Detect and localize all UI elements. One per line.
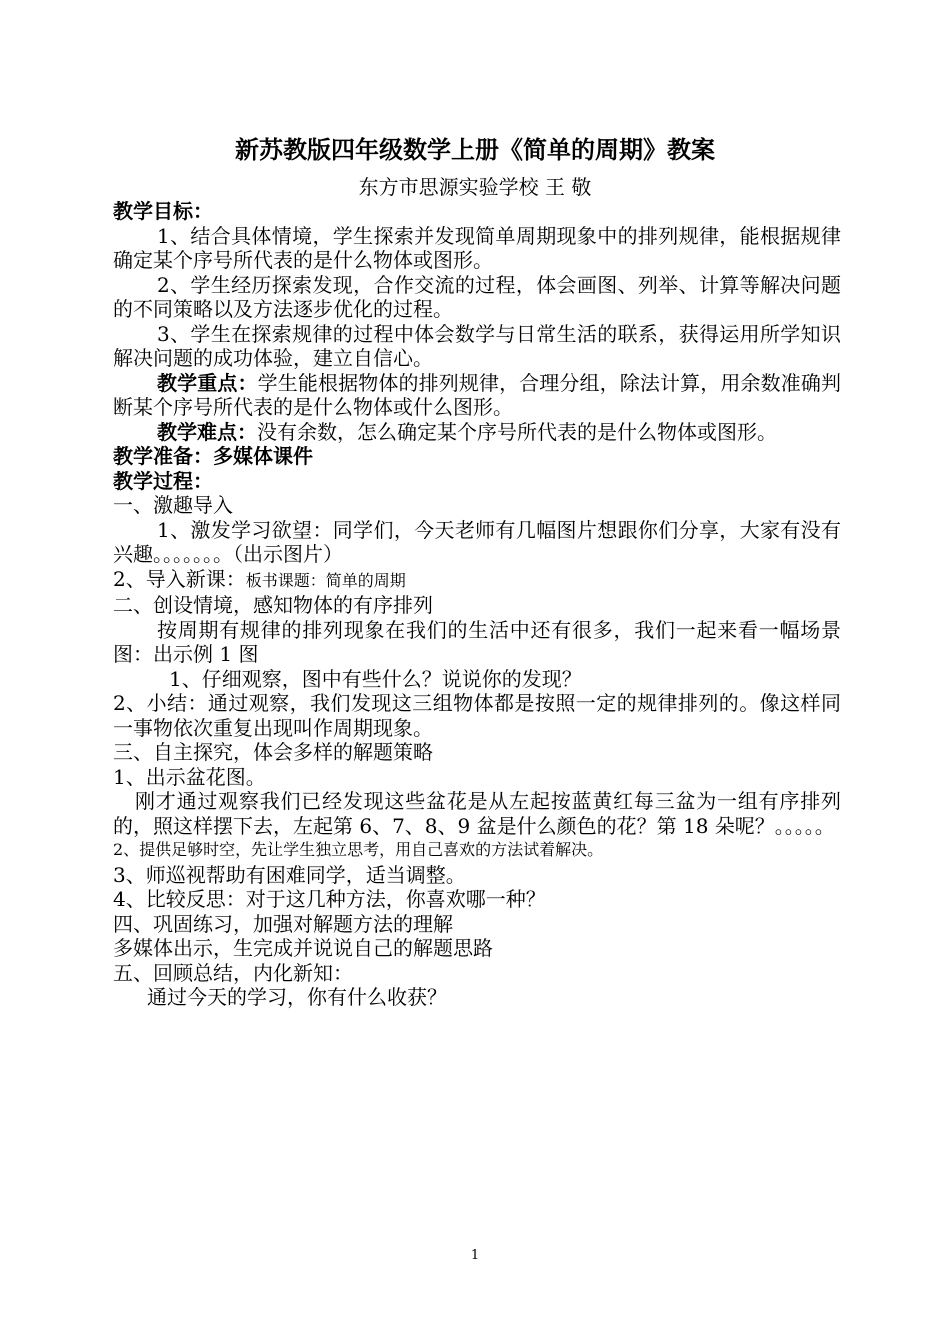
process-heading: 教学过程：	[113, 468, 213, 493]
goal-3: 3、学生在探索规律的过程中体会数学与日常生活的联系，获得运用所学知识解决问题的成功体验，建立自信心。	[113, 321, 841, 370]
difficulty-label: 教学难点：	[157, 419, 257, 444]
difficulty-text: 没有余数，怎么确定某个序号所代表的是什么物体或图形。	[257, 419, 777, 444]
section-1-item-2	[113, 567, 841, 594]
document-body	[113, 199, 841, 1010]
author-line: 东方市思源实验学校 王 敬	[358, 175, 592, 199]
section-3-paragraph: 刚才通过观察我们已经发现这些盆花是从左起按蓝黄红每三盆为一组有序排列的，照这样摆下去，左起第 6、7、8、9 盆是什么颜色的花？第 18 朵呢？。。。。。	[113, 789, 841, 838]
key-point-text: 学生能根据物体的排列规律，合理分组，除法计算，用余数准确判断某个序号所代表的是什么物体或什么图形。	[113, 370, 842, 419]
section-5-heading: 五、回顾总结，内化新知：	[113, 960, 353, 985]
goals-heading: 教学目标：	[113, 199, 213, 223]
section-1-item-1: 1、激发学习欲望：同学们，今天老师有几幅图片想跟你们分享，大家有没有兴趣。。。。。。。（出示图片）	[113, 517, 841, 566]
key-point-label: 教学重点：	[157, 370, 258, 395]
section-3-heading: 三、自主探究，体会多样的解题策略	[113, 740, 433, 764]
teaching-prep: 教学准备：多媒体课件	[113, 444, 313, 468]
section-5-text: 通过今天的学习，你有什么收获？	[147, 985, 447, 1009]
goal-1: 1、结合具体情境，学生探索并发现简单周期现象中的排列规律，能根据规律确定某个序号所代表的是什么物体或图形。	[113, 223, 841, 272]
document-title: 新苏教版四年级数学上册《简单的周期》教案	[235, 135, 715, 164]
section-1-item-2-lead: 2、导入新课：	[113, 566, 246, 591]
section-2-item-2: 2、小结：通过观察，我们发现这三组物体都是按照一定的规律排列的。像这样同一事物依次重复出现叫作周期现象。	[113, 691, 841, 740]
section-3-item-1: 1、出示盆花图。	[113, 764, 266, 789]
difficulty-point	[113, 420, 841, 445]
section-4-heading: 四、巩固练习，加强对解题方法的理解	[113, 911, 453, 936]
section-3-item-2: 2、提供足够时空，先让学生独立思考，用自己喜欢的方法试着解决。	[113, 840, 604, 859]
section-2-heading: 二、创设情境，感知物体的有序排列	[113, 593, 433, 617]
section-1-item-2-rest: 板书课题：简单的周期	[245, 570, 406, 590]
section-3-item-3: 3、师巡视帮助有困难同学，适当调整。	[113, 862, 466, 887]
section-2-paragraph: 按周期有规律的排列现象在我们的生活中还有很多，我们一起来看一幅场景图：出示例 1 图	[113, 617, 841, 666]
page-number: 1	[470, 1248, 480, 1263]
key-point	[113, 371, 841, 420]
section-2-item-1: 1、仔细观察，图中有些什么？说说你的发现？	[169, 666, 582, 691]
section-1-heading: 一、激趣导入	[113, 493, 233, 517]
section-3-item-4: 4、比较反思：对于这几种方法，你喜欢哪一种？	[113, 887, 546, 911]
goal-2: 2、学生经历探索发现，合作交流的过程，体会画图、列举、计算等解决问题的不同策略以及方法逐步优化的过程。	[113, 272, 841, 321]
section-4-text: 多媒体出示，生完成并说说自己的解题思路	[113, 936, 493, 960]
